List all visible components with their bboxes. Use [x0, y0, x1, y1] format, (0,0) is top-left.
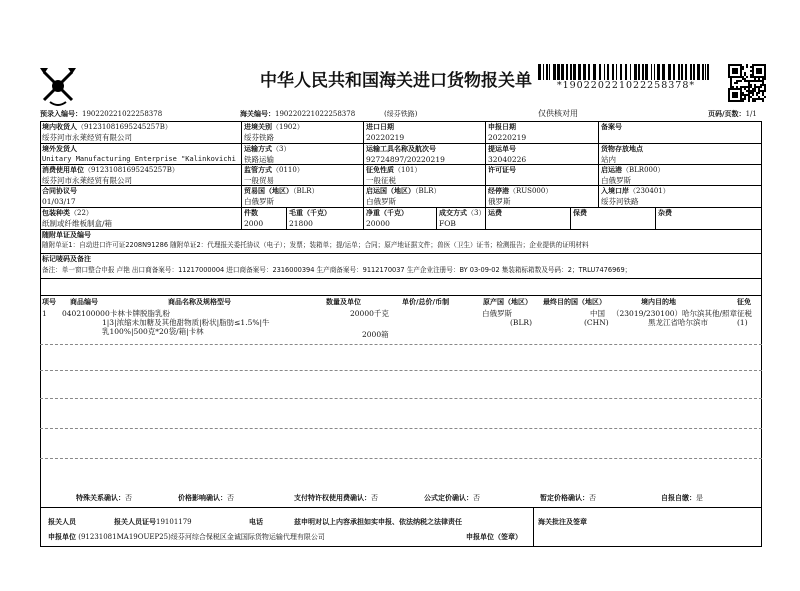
- misc-fee-label: 杂费: [658, 209, 672, 217]
- trade-country-value: 白俄罗斯: [244, 197, 274, 206]
- goods-no: 1: [42, 309, 47, 318]
- docs-label: 随附单证及编号: [42, 231, 91, 239]
- price-impact-confirm: 价格影响确认：否: [178, 494, 234, 502]
- customs-emblem-icon: [36, 64, 80, 108]
- levy-label: 征免性质（101）: [366, 166, 422, 174]
- customs-no: 海关编号：190220221022258378: [240, 110, 356, 118]
- goods-qty-2: 2000箱: [362, 330, 389, 339]
- entry-customs-label: 进境关别（1902）: [244, 123, 304, 131]
- self-pay-confirm: 自报自缴：是: [661, 494, 703, 502]
- supervision-label: 监管方式（0110）: [244, 166, 304, 174]
- record-no-label: 备案号: [601, 123, 622, 131]
- freight-label: 运费: [488, 209, 502, 217]
- depart-country-label: 启运国（地区）（BLR）: [366, 187, 441, 195]
- bill-label: 提运单号: [488, 145, 516, 153]
- vehicle-value: 92724897/20220219: [366, 155, 445, 164]
- verify-note: 仅供核对用: [538, 109, 578, 118]
- goods-qty-1: 20000千克: [350, 309, 389, 318]
- declare-date-value: 20220219: [488, 133, 527, 142]
- import-date-label: 进口日期: [366, 123, 394, 131]
- goods-header-domestic: 境内目的地: [641, 298, 676, 306]
- goods-name: 卡林卡牌脱脂乳粉: [110, 309, 170, 318]
- gross-value: 21800: [289, 219, 313, 228]
- license-label: 许可证号: [488, 166, 516, 174]
- deal-label: 成交方式（3）: [439, 209, 486, 217]
- depart-country-value: 白俄罗斯: [366, 197, 396, 206]
- formula-price-confirm: 公式定价确认：否: [424, 494, 480, 502]
- shipper-value: Unitary Manufacturing Enterprise "Kalinkovichi: [42, 155, 236, 163]
- declare-date-label: 申报日期: [488, 123, 516, 131]
- goods-origin-code: (BLR): [510, 318, 532, 327]
- declarant-cert: 报关人员证号19101179: [114, 518, 192, 526]
- remarks-value: 备注：单一窗口整合申报 卢艳 出口商备案号：11217000004 进口商备案号：2316000394 生产商备案号：9112170037 生产企业注册号：BY 03-09-02 集装箱标箱数及号码：2；TRLU7476969；: [42, 266, 632, 274]
- phone-label: 电话: [249, 518, 263, 526]
- storage-value: 站内: [601, 155, 616, 164]
- page-title: 中华人民共和国海关进口货物报关单: [260, 71, 532, 91]
- levy-value: 一般征税: [366, 176, 396, 185]
- goods-spec-2: 乳100%|500克*20袋/箱|卡林: [102, 327, 204, 336]
- goods-header-code: 商品编号: [70, 298, 98, 306]
- customs-note-label: 海关批注及签章: [538, 518, 587, 526]
- via-port-label: 经停港（RUS000）: [488, 187, 553, 195]
- statement: 兹申明对以上内容承担如实申报、依法纳税之法律责任: [294, 518, 462, 526]
- transport-mode-label: 运输方式（3）: [244, 145, 291, 153]
- goods-header-dest: 最终目的国（地区）: [543, 298, 606, 306]
- barcode-text: *190220221022258378*: [556, 80, 696, 91]
- consignee-label: 境内收货人（91231081695245257B）: [42, 123, 172, 131]
- pieces-label: 件数: [244, 209, 258, 217]
- remarks-label: 标记唛码及备注: [42, 255, 91, 263]
- declare-sign-label: 申报单位（签章）: [466, 533, 522, 541]
- goods-header-levy: 征免: [737, 298, 751, 306]
- goods-domestic-1: （23019/230100）哈尔滨其他/照章征税: [612, 309, 753, 318]
- depart-port-label: 启运港（BLR000）: [601, 166, 665, 174]
- net-value: 20000: [366, 219, 390, 228]
- via-port-value: 俄罗斯: [488, 197, 511, 206]
- storage-label: 货物存放地点: [601, 145, 643, 153]
- goods-origin: 白俄罗斯: [482, 309, 512, 318]
- pre-entry-no: 预录入编号：190220221022258378: [40, 110, 163, 118]
- goods-header-qty: 数量及单位: [326, 298, 361, 306]
- goods-header-price: 单价/总价/币制: [402, 298, 450, 306]
- consignee-value: 绥芬河市永莱经贸有限公司: [42, 133, 132, 142]
- provisional-price-confirm: 暂定价格确认：否: [540, 494, 596, 502]
- gross-label: 毛重（千克）: [289, 209, 331, 217]
- page-indicator: 页码/页数：1/1: [708, 110, 757, 118]
- goods-code: 0402100000: [62, 309, 110, 318]
- goods-header-origin: 原产国（地区）: [483, 298, 532, 306]
- declare-unit: 申报单位 (91231081MA19OUEP25)绥芬河综合保税区金诚国际货物运输代理有限公司: [48, 533, 325, 541]
- special-relation-confirm: 特殊关系确认：否: [76, 494, 132, 502]
- supervision-value: 一般贸易: [244, 176, 274, 185]
- contract-value: 01/03/17: [42, 197, 76, 206]
- goods-header-name: 商品名称及规格型号: [168, 298, 231, 306]
- pack-label: 包装种类（22）: [42, 209, 93, 217]
- goods-levy-code: (1): [737, 318, 748, 327]
- trade-country-label: 贸易国（地区）（BLR）: [244, 187, 319, 195]
- user-label: 消费使用单位（91231081695245257B）: [42, 166, 179, 174]
- goods-header-no: 项号: [42, 298, 56, 306]
- pack-value: 纸制或纤维板制盒/箱: [42, 219, 113, 228]
- vehicle-label: 运输工具名称及航次号: [366, 145, 436, 153]
- bill-value: 32040226: [488, 155, 527, 164]
- import-date-value: 20220219: [366, 133, 405, 142]
- port-note: (绥芬铁路): [384, 110, 418, 118]
- royalty-confirm: 支付特许权使用费确认：否: [294, 494, 378, 502]
- qr-code: [728, 64, 766, 102]
- shipper-label: 境外发货人: [42, 145, 77, 153]
- contract-label: 合同协议号: [42, 187, 77, 195]
- barcode: [538, 64, 714, 80]
- goods-dest: 中国: [590, 309, 605, 318]
- pieces-value: 2000: [244, 219, 264, 228]
- goods-domestic-2: 黑龙江省哈尔滨市: [648, 318, 708, 327]
- entry-customs-value: 绥芬铁路: [244, 133, 274, 142]
- goods-spec-1: 1|3|浓缩未加糖及其他甜物质|粉状|脂肪≤1.5%|牛: [102, 318, 270, 327]
- entry-port-value: 绥芬河铁路: [601, 197, 639, 206]
- net-label: 净重（千克）: [366, 209, 408, 217]
- goods-dest-code: (CHN): [584, 318, 609, 327]
- deal-value: FOB: [439, 219, 456, 228]
- declarant-label: 报关人员: [48, 518, 76, 526]
- insurance-label: 保费: [573, 209, 587, 217]
- entry-port-label: 入境口岸（230401）: [601, 187, 670, 195]
- user-value: 绥芬河市永莱经贸有限公司: [42, 176, 132, 185]
- transport-mode-value: 铁路运输: [244, 155, 274, 164]
- docs-value: 随附单证1：自动进口许可证2208N91286 随附单证2：代理报关委托协议（电子）；发票；装箱单；提/运单；合同；原产地证据文件；兽医（卫生）证书；检测报告；企业提供的证明材料: [42, 241, 589, 249]
- depart-port-value: 白俄罗斯: [601, 176, 631, 185]
